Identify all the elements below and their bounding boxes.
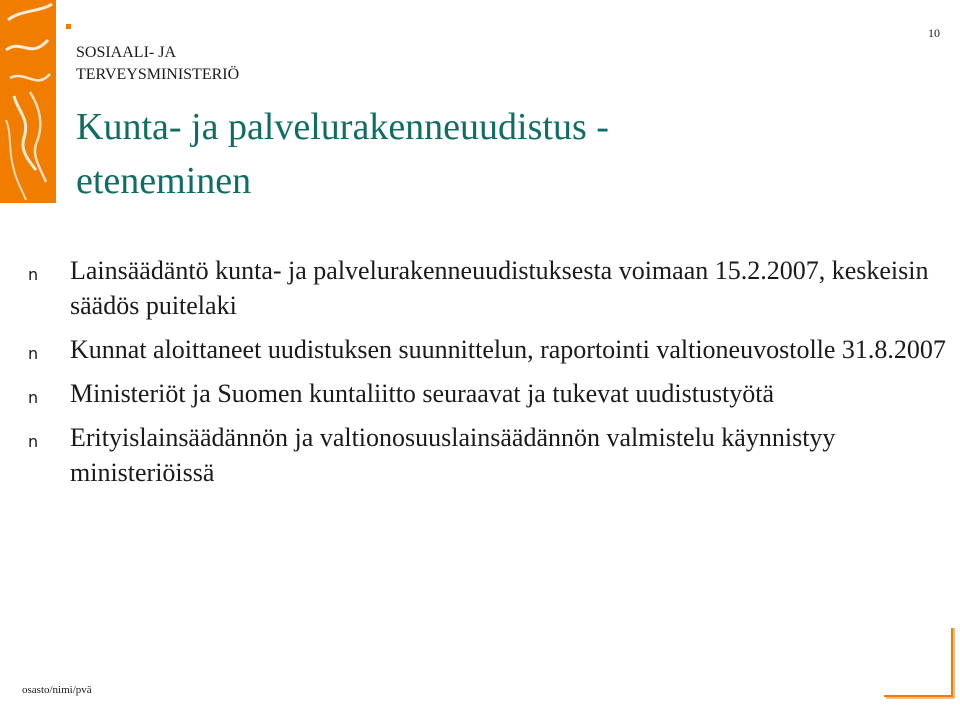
ministry-line-1: SOSIAALI- JA (76, 44, 176, 61)
ministry-logo-icon (0, 0, 56, 203)
bullet-list (28, 253, 953, 499)
bullet-text: Ministeriöt ja Suomen kuntaliitto seuraavat ja tukevat uudistustyötä (70, 379, 775, 408)
slide-title-line-1: Kunta- ja palvelurakenneuudistus - (76, 106, 609, 148)
bullet-text: Kunnat aloittaneet uudistuksen suunnittelun, raportointi valtioneuvostolle 31.8.2007 (70, 335, 946, 364)
bullet-marker-icon: n (28, 432, 39, 451)
accent-square (66, 24, 71, 29)
ministry-line-2: TERVEYSMINISTERIÖ (76, 66, 240, 83)
bullet-marker-icon: n (28, 265, 39, 284)
bullet-item (28, 420, 953, 490)
slide-title (76, 100, 609, 208)
bullet-marker-icon: n (28, 388, 39, 407)
bullet-text: Lainsäädäntö kunta- ja palvelurakenneuudistuksesta voimaan 15.2.2007, keskeisin säädös puitelaki (70, 256, 929, 320)
footer-text: osasto/nimi/pvä (22, 684, 92, 696)
bullet-item (28, 253, 953, 323)
corner-frame-icon (880, 624, 960, 701)
bullet-item (28, 332, 953, 367)
ministry-name (76, 42, 239, 86)
bullet-text: Erityislainsäädännön ja valtionosuuslainsäädännön valmistelu käynnistyy ministeriöissä (70, 423, 836, 487)
page-number: 10 (928, 26, 940, 40)
bullet-marker-icon: n (28, 344, 39, 363)
bullet-item (28, 376, 953, 411)
slide-title-line-2: eteneminen (76, 160, 252, 202)
